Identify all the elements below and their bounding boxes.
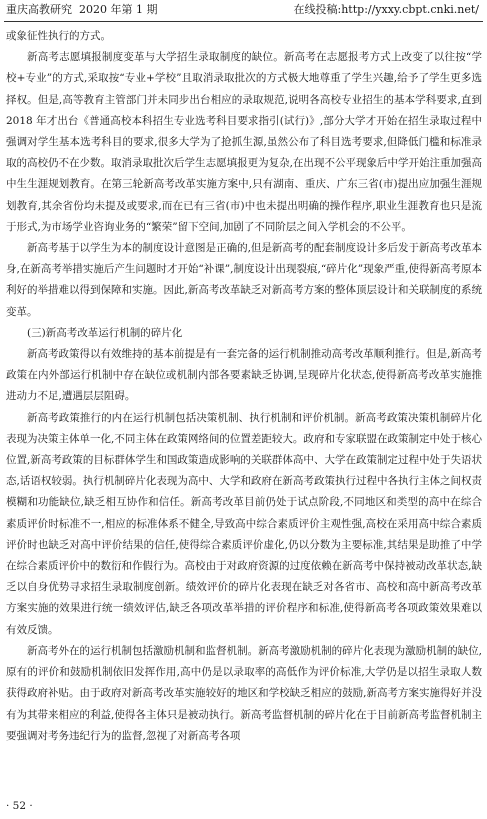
paragraph: 新高考外在的运行机制包括激励机制和监督机制。新高考激励机制的碎片化表现为激励机制的缺位,原有的评价和鼓励机制依旧发挥作用,高中仍是以录取率的高低作为评价标准,大学仍是以招生录取人数获得政府补贴。由于政府对新高考改革实施较好的地区和学校缺乏相应的鼓励,新高考方案实施得好并没有为其带来相应的利益,使得各主体只是被动执行。新高考监督机制的碎片化在于目前新高考监督机制主要强调对考务违纪行为的监督,忽视了对新高考各项 [6, 644, 482, 742]
paragraph: 新高考政策推行的内在运行机制包括决策机制、执行机制和评价机制。新高考政策决策机制碎片化表现为决策主体单一化,不同主体在政策网络间的位置差距较大。政府和专家联盟在政策制定中处于核心位置,新高考政策的目标群体学生和国政策造成影响的关联群体高中、大学在政策制定过程中处于失语状态,话语权较弱。执行机制碎片化表现为高中、大学和政府在新高考政策执行过程中各执行主体之间权责模糊和功能缺位,缺乏相互协作和信任。新高考改革目前仍处于试点阶段,不同地区和类型的高中在综合素质评价时标准不一,相应的标准体系不健全,导致高中综合素质评价主观性强,高校在采用高中综合素质评价时也缺乏对高中评价结果的信任,使得综合素质评价虚化,仍以分数为主要标准,其结果是助推了中学在综合素质评价中的数衍和作假行为。高校由于对政府资源的过度依赖在新高考中保持被动改革状态,缺乏以自身优势寻求招生录取制度创新。绩效评价的碎片化表现在缺乏对各省市、高校和高中新高考改革方案实施的效果进行统一绩效评估,缺乏各项改革举措的评价程序和标准,使得新高考各项政策效果难以有效反馈。 [6, 411, 482, 636]
paragraph: 新高考志愿填报制度变革与大学招生录取制度的缺位。新高考在志愿报考方式上改变了以往按“学校+专业”的方式,采取按“专业+学校”且取消录取批次的方式极大地尊重了学生兴趣,给予了学生更多选择权。但是,高等教育主管部门并未同步出台相应的录取规范,说明各高校专业招生的基本学科要求,直到 2018 年才出台《普通高校本科招生专业选考科目要求指引(试行)》,部分大学才开始在招生录取过程中强调对学生基本选考科目的要求,很多大学为了抢抓生源,虽然公布了科目选考要求,但降低门槛和标准录取的高校仍不在少数。取消录取批次后学生志愿填报更为复杂,在出现不公平现象后中学开始注重加强高中生生涯规划教育。在第三轮新高考改革实施方案中,只有湖南、重庆、广东三省(市)提出应加强生涯规划教育,其余省份均未提及或要求,而在已有三省(市)中也未提出明确的操作程序,职业生涯教育也只是流于形式,为市场学业咨询业务的“繁荣”留下空间,加剧了不同阶层之间入学机会的不公平。 [6, 51, 482, 233]
journal-name: 重庆高教研究 [6, 3, 72, 16]
header-rule [4, 21, 483, 22]
article-body [6, 26, 482, 747]
section-heading: (三)新高考改革运行机制的碎片化 [27, 326, 183, 339]
running-header [0, 0, 487, 22]
issue-number: 2020 年第 1 期 [79, 3, 158, 16]
journal-issue [6, 0, 157, 20]
page-number: · 52 · [6, 800, 33, 812]
paragraph-continued: 或象征性执行的方式。 [6, 30, 111, 42]
paragraph: 新高考政策得以有效维持的基本前提是有一套完备的运行机制推动高考改革顺利推行。但是,新高考政策在内外部运行机制中存在缺位或机制内部各要素缺乏协调,呈现碎片化状态,使得新高考改革实施推进动力不足,遭遇层层阻碍。 [6, 348, 482, 403]
submission-url: 在线投稿:http://yxxy.cbpt.cnki.net/ [293, 3, 479, 16]
paragraph: 新高考基于以学生为本的制度设计意图是正确的,但是新高考的配套制度设计多后发于新高考改革本身,在新高考举措实施后产生问题时才开始“补课”,制度设计出现裂痕,“碎片化”现象严重,使得新高考原本利好的举措难以得到保障和实施。因此,新高考改革缺乏对新高考方案的整体顶层设计和关联制度的系统变革。 [6, 242, 482, 318]
